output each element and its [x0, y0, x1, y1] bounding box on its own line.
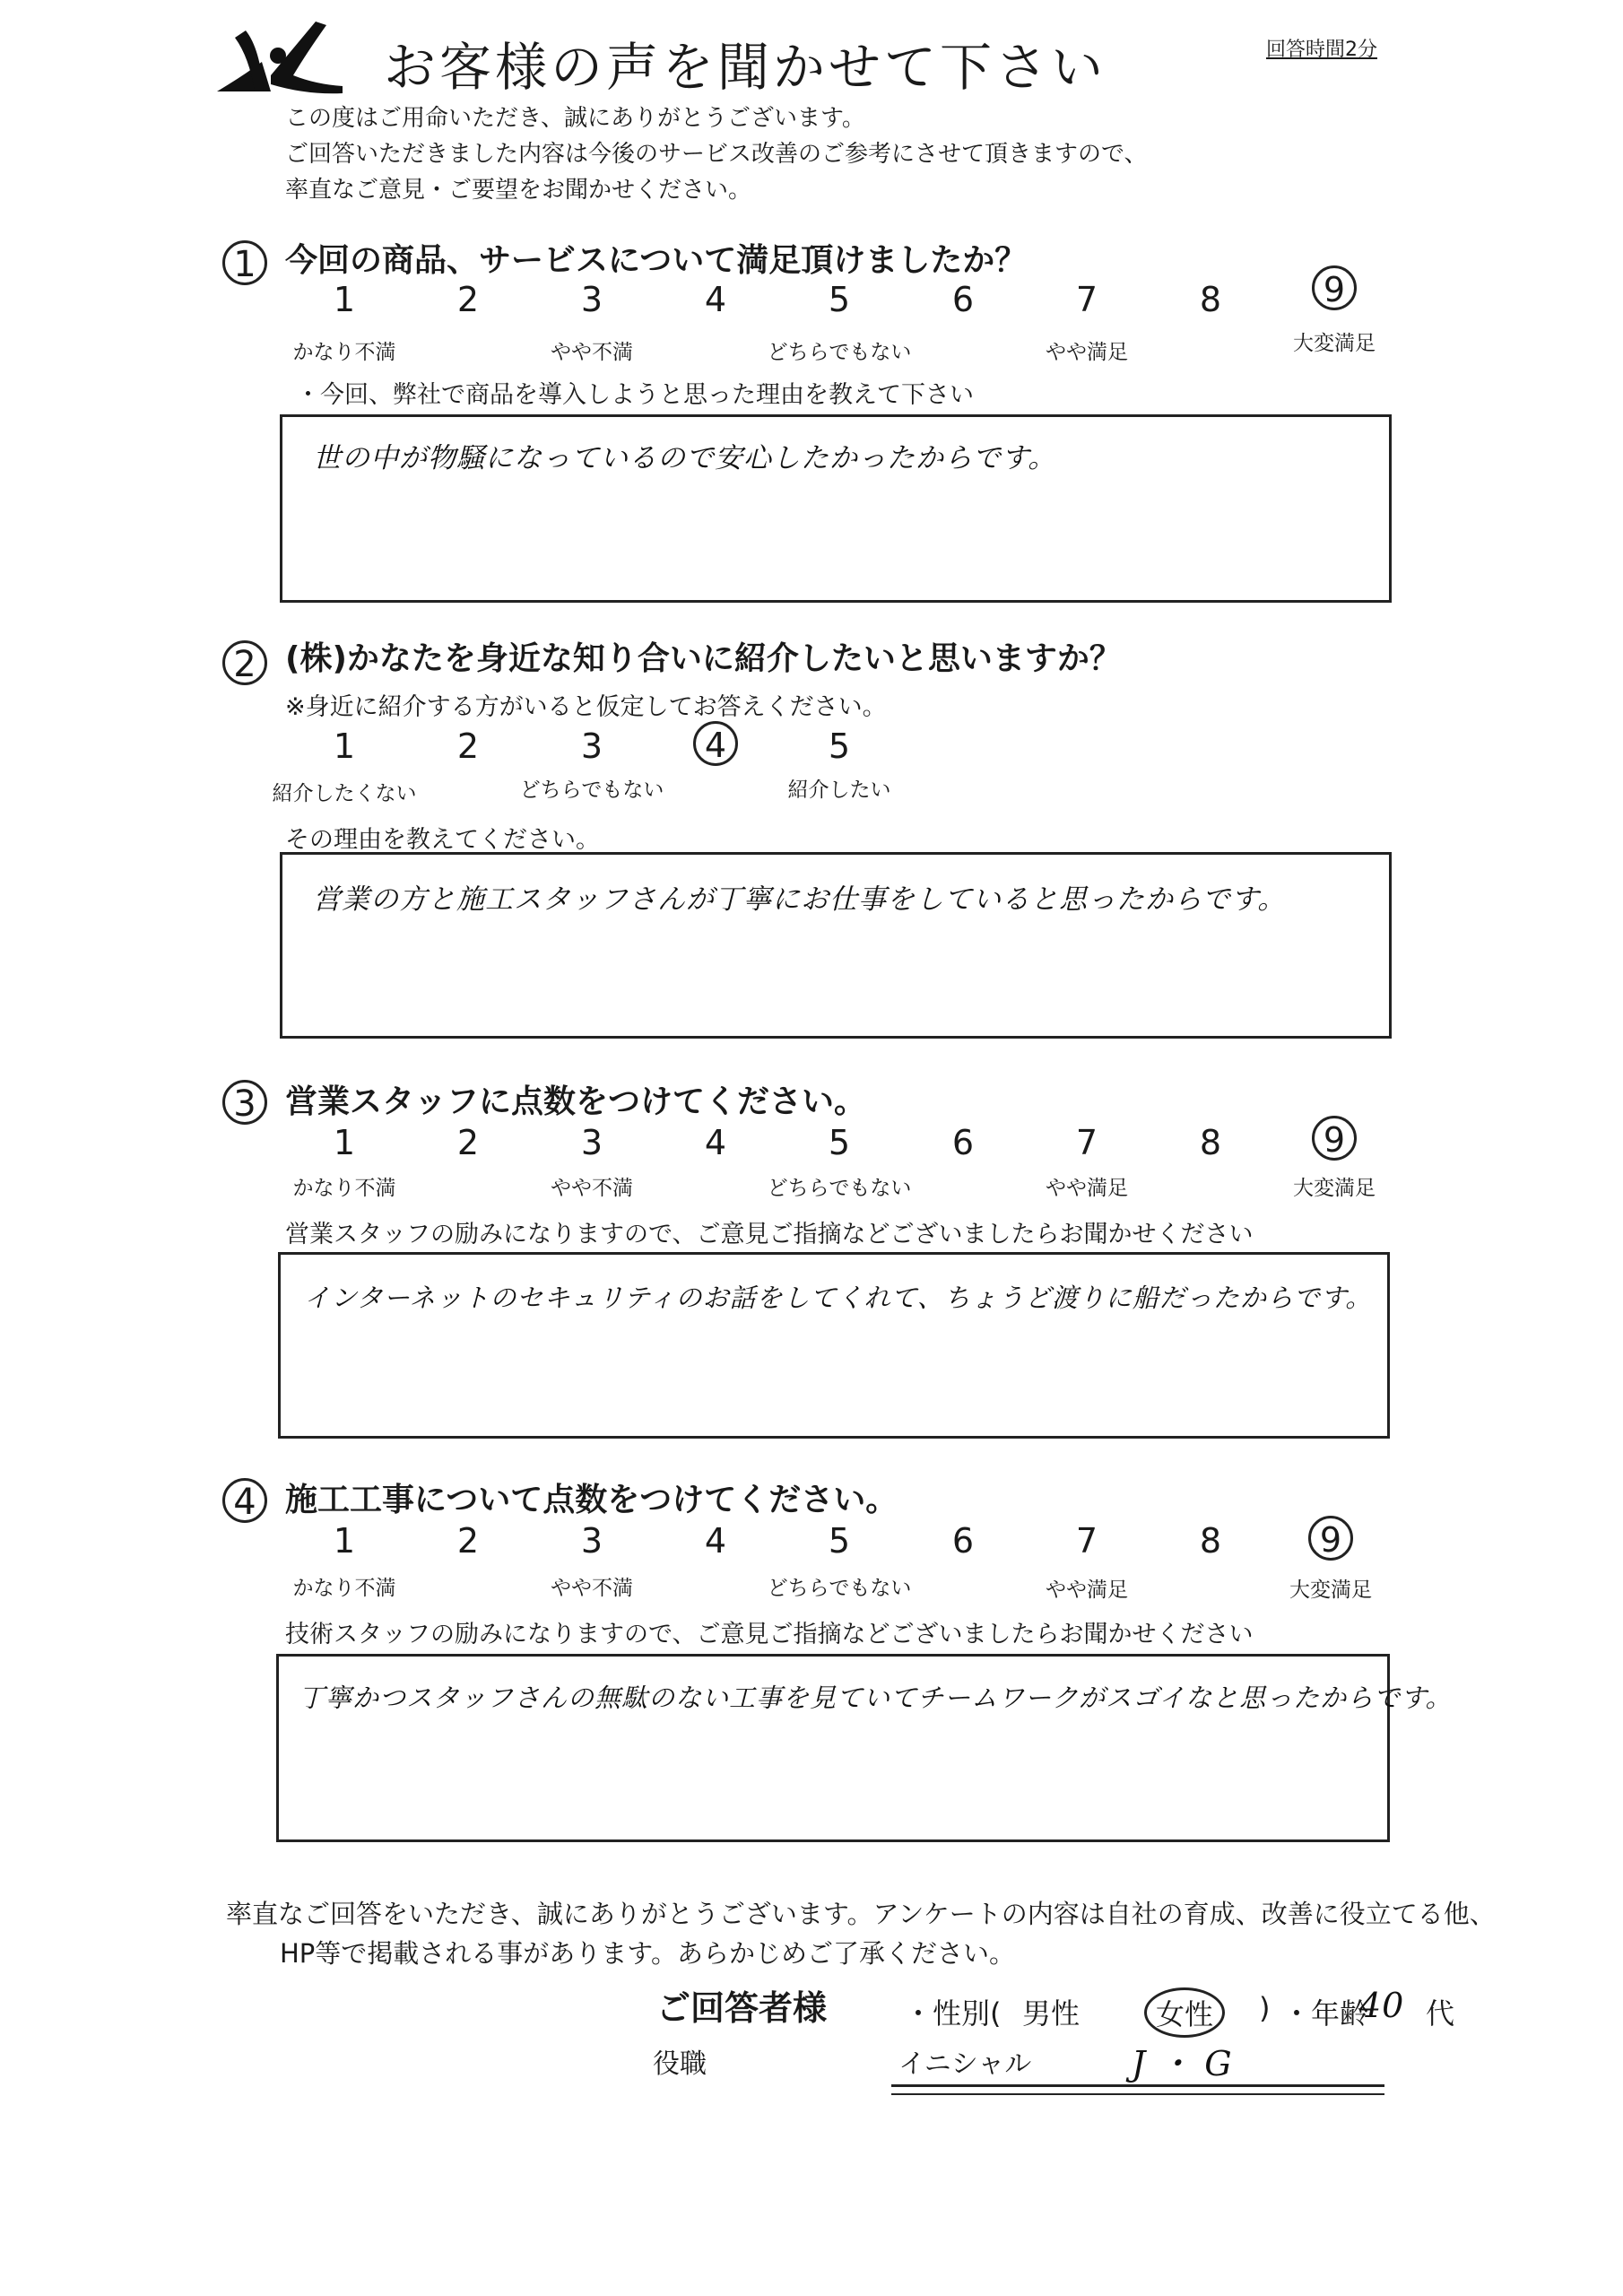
- gender-label: ・性別(: [904, 1996, 1002, 2031]
- q4-label-very-dissatisfied: かなり不満: [292, 1577, 396, 1600]
- q4-answer-box[interactable]: [276, 1654, 1453, 1842]
- q3-label-somewhat-satisfied: やや満足: [1046, 1177, 1128, 1200]
- q2-handwritten-answer: 営業の方と施工スタッフさんが丁寧にお仕事をしていると思ったからです。: [313, 883, 1287, 916]
- age-label: ・年齢: [1282, 1996, 1369, 2031]
- q3-label-very-dissatisfied: かなり不満: [292, 1177, 396, 1200]
- q4-label-somewhat-satisfied: やや満足: [1046, 1578, 1128, 1602]
- q4-sub-question: 技術スタッフの励みになりますので、ご意見ご指摘などございましたらお聞かせください: [285, 1621, 1254, 1648]
- q2-label-recommend: 紹介したい: [787, 778, 891, 802]
- gender-option-female-selected[interactable]: 女性: [1144, 1987, 1225, 2038]
- intro-line: ご回答いただきました内容は今後のサービス改善のご参考にさせて頂きますので、: [285, 141, 1148, 168]
- q4-scale-3: 3: [580, 1521, 603, 1561]
- age-suffix: 代: [1426, 1996, 1455, 2031]
- q4-scale-2: 2: [456, 1521, 480, 1561]
- q4-scale-5: 5: [828, 1521, 851, 1561]
- q1-scale-1: 1: [333, 280, 356, 319]
- intro-line: この度はご用命いただき、誠にありがとうございます。: [285, 105, 865, 132]
- q2-label-not-recommend: 紹介したくない: [272, 782, 417, 805]
- position-label: 役職: [653, 2048, 707, 2080]
- selected-circle: 9: [1312, 1116, 1357, 1161]
- q1-label-neutral: どちらでもない: [767, 341, 912, 364]
- page-title: お客様の声を聞かせて下さい: [384, 37, 1107, 98]
- selected-circle: 9: [1312, 265, 1357, 310]
- q2-note: ※身近に紹介する方がいると仮定してお答えください。: [285, 693, 887, 721]
- q3-scale-8: 8: [1199, 1123, 1222, 1162]
- question-number-4: 4: [222, 1478, 267, 1523]
- q1-scale-8: 8: [1199, 280, 1222, 319]
- q2-scale-3: 3: [580, 726, 603, 766]
- q4-scale-6: 6: [951, 1521, 975, 1561]
- intro-text: [285, 100, 1147, 208]
- q1-sub-question: ・今回、弊社で商品を導入しようと思った理由を教えて下さい: [296, 381, 974, 409]
- q3-scale-1: 1: [333, 1123, 356, 1162]
- gender-close: ): [1259, 1991, 1271, 2025]
- q3-label-neutral: どちらでもない: [767, 1177, 912, 1200]
- footer-line-2: HP等で掲載される事があります。あらかじめご了承ください。: [280, 1938, 1015, 1969]
- q3-scale-3: 3: [580, 1123, 603, 1162]
- q2-scale-1: 1: [333, 726, 356, 766]
- q2-scale-5: 5: [828, 726, 851, 766]
- q1-scale-4: 4: [704, 280, 727, 319]
- q4-label-neutral: どちらでもない: [767, 1577, 912, 1600]
- q2-answer-box[interactable]: [280, 852, 1392, 1039]
- footer-line-1: 率直なご回答をいただき、誠にありがとうございます。アンケートの内容は自社の育成、改善に役立てる他、: [226, 1899, 1496, 1929]
- q3-scale-5: 5: [828, 1123, 851, 1162]
- q3-scale-2: 2: [456, 1123, 480, 1162]
- q2-sub-question: その理由を教えてください。: [285, 826, 600, 854]
- q1-label-somewhat-dissatisfied: やや不満: [551, 341, 633, 364]
- q4-scale-9-selected: [1304, 1516, 1358, 1561]
- initial-value[interactable]: J・G: [1132, 2044, 1245, 2083]
- initial-underline-double: [891, 2093, 1384, 2095]
- q1-label-somewhat-satisfied: やや満足: [1046, 341, 1128, 364]
- respondent-title: ご回答者様: [656, 1988, 828, 2028]
- q4-scale-7: 7: [1075, 1521, 1098, 1561]
- age-value[interactable]: 40: [1359, 1986, 1405, 2025]
- q2-scale-4-selected: [689, 721, 742, 766]
- q1-scale-2: 2: [456, 280, 480, 319]
- question-number-2: 2: [222, 640, 267, 685]
- intro-line: 率直なご意見・ご要望をお聞かせください。: [285, 177, 752, 204]
- q4-scale-1: 1: [333, 1521, 356, 1561]
- q3-label-very-satisfied: 大変満足: [1293, 1177, 1376, 1200]
- q1-scale-3: 3: [580, 280, 603, 319]
- footer-notice: [226, 1894, 1496, 1973]
- q4-scale-4: 4: [704, 1521, 727, 1561]
- question-4-text: 施工工事について点数をつけてください。: [285, 1482, 898, 1518]
- q4-label-somewhat-dissatisfied: やや不満: [551, 1577, 633, 1600]
- q1-scale-7: 7: [1075, 280, 1098, 319]
- q3-sub-question: 営業スタッフの励みになりますので、ご意見ご指摘などございましたらお聞かせください: [285, 1221, 1254, 1248]
- question-number-3: 3: [222, 1080, 267, 1125]
- q1-scale-6: 6: [951, 280, 975, 319]
- q4-scale-8: 8: [1199, 1521, 1222, 1561]
- q4-label-very-satisfied: 大変満足: [1289, 1578, 1372, 1602]
- q3-handwritten-answer: インターネットのセキュリティのお話をしてくれて、ちょうど渡りに船だったからです。: [304, 1283, 1373, 1313]
- initial-underline: [891, 2084, 1384, 2087]
- q1-label-very-dissatisfied: かなり不満: [292, 341, 396, 364]
- question-number-1: 1: [222, 240, 267, 285]
- q3-answer-box[interactable]: [278, 1252, 1390, 1439]
- q2-scale-2: 2: [456, 726, 480, 766]
- q3-scale-7: 7: [1075, 1123, 1098, 1162]
- q1-label-very-satisfied: 大変満足: [1293, 332, 1376, 355]
- q2-label-neutral: どちらでもない: [519, 778, 664, 802]
- q3-scale-4: 4: [704, 1123, 727, 1162]
- q4-handwritten-answer: 丁寧かつスタッフさんの無駄のない工事を見ていてチームワークがスゴイなと思ったからです。: [299, 1683, 1453, 1713]
- q3-label-somewhat-dissatisfied: やや不満: [551, 1177, 633, 1200]
- q3-scale-6: 6: [951, 1123, 975, 1162]
- initial-label: イニシャル: [898, 2048, 1032, 2080]
- company-logo-icon: [208, 13, 352, 99]
- q1-handwritten-answer: 世の中が物騒になっているので安心したかったからです。: [313, 442, 1057, 474]
- question-3-text: 営業スタッフに点数をつけてください。: [285, 1083, 867, 1120]
- q1-scale-5: 5: [828, 280, 851, 319]
- question-2-text: (株)かなたを身近な知り合いに紹介したいと思いますか？: [285, 640, 1122, 677]
- question-1-text: 今回の商品、サービスについて満足頂けましたか？: [285, 242, 1028, 279]
- selected-circle: 9: [1308, 1516, 1353, 1561]
- q3-scale-9-selected: [1307, 1116, 1361, 1161]
- selected-circle: 4: [693, 721, 738, 766]
- q1-scale-9-selected: [1307, 265, 1361, 310]
- gender-option-male[interactable]: 男性: [1022, 1996, 1081, 2031]
- answer-time-note: 回答時間2分: [1266, 39, 1377, 61]
- q1-answer-box[interactable]: [280, 414, 1392, 603]
